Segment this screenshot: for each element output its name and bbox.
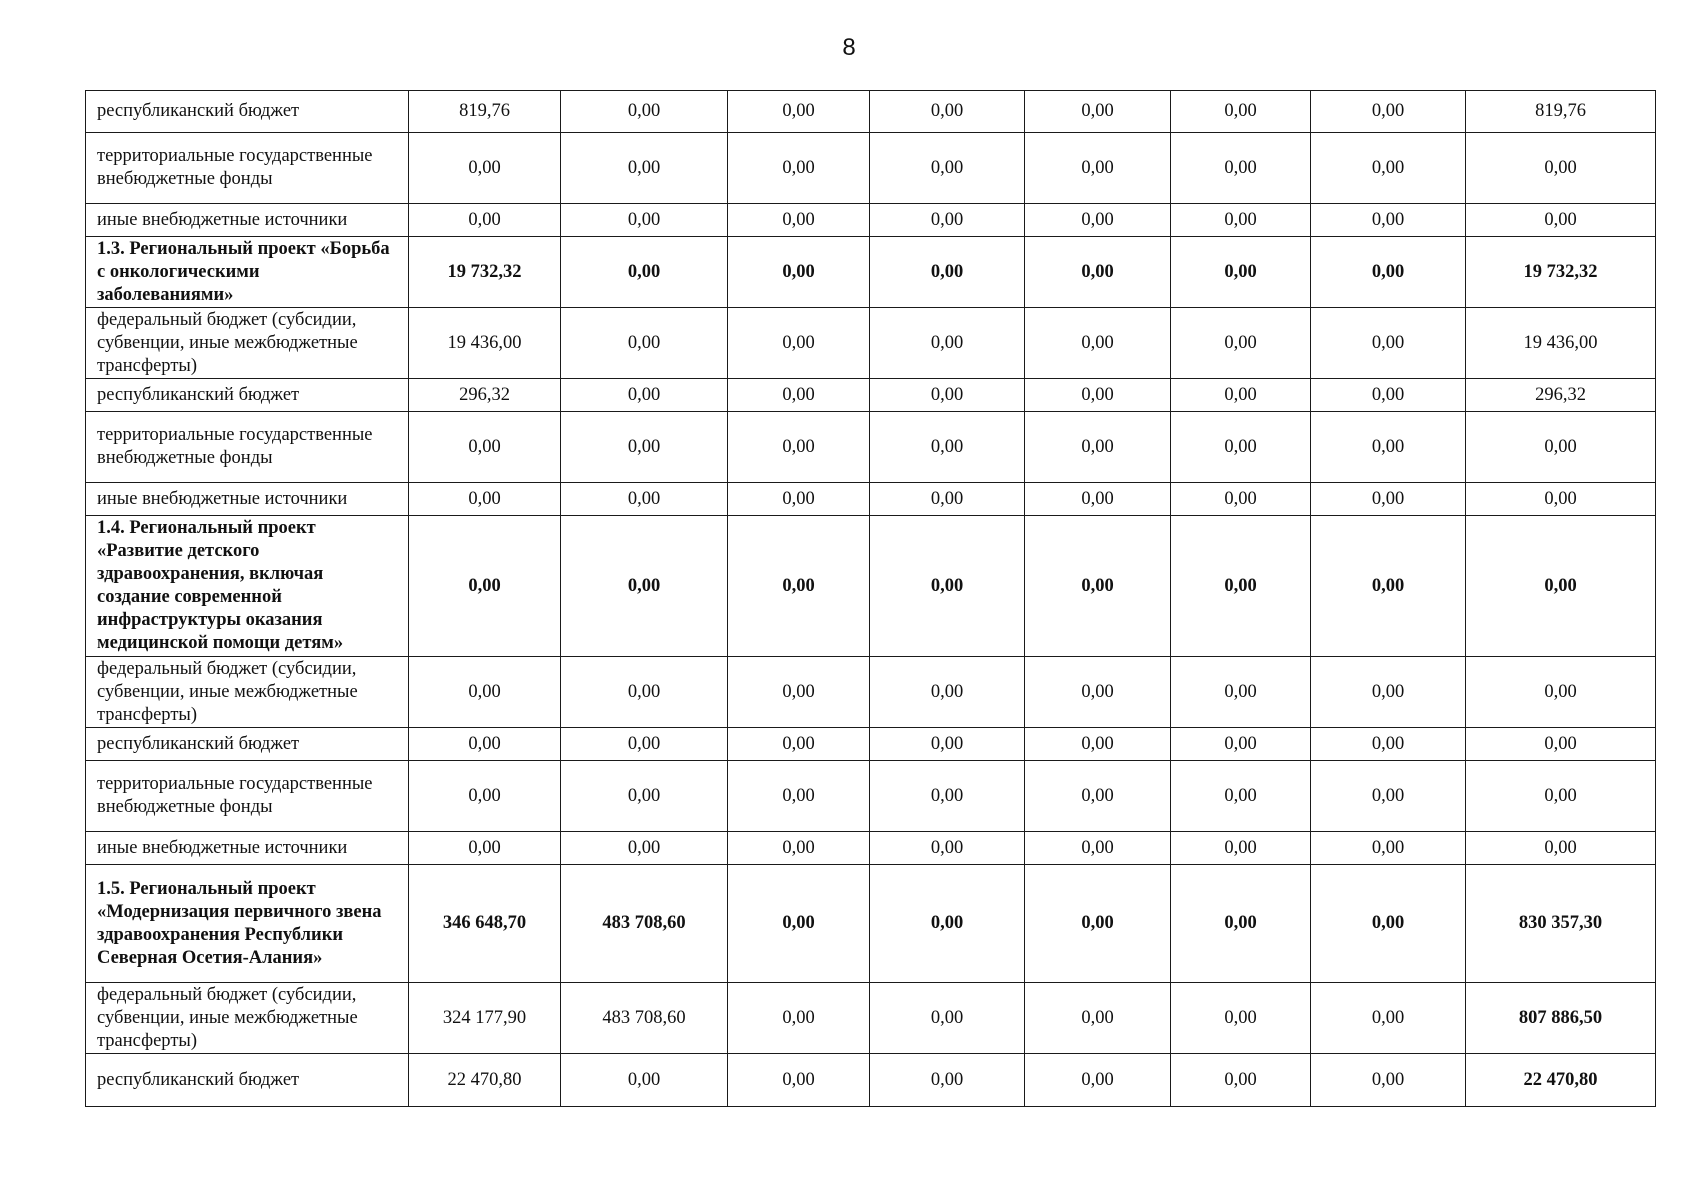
table-cell: 0,00 — [1171, 237, 1311, 308]
table-cell: 0,00 — [1311, 483, 1466, 516]
table-cell: 0,00 — [409, 728, 561, 761]
table-row — [86, 379, 1656, 412]
table-cell: 0,00 — [1025, 832, 1171, 865]
table-cell-total: 19 732,32 — [1466, 237, 1656, 308]
table-cell: 0,00 — [409, 516, 561, 657]
table-cell: 0,00 — [1311, 237, 1466, 308]
table-cell: 0,00 — [1025, 983, 1171, 1054]
table-cell-total: 0,00 — [1466, 761, 1656, 832]
table-cell: 0,00 — [728, 657, 870, 728]
table-cell: 0,00 — [1025, 483, 1171, 516]
table-cell: 0,00 — [561, 761, 728, 832]
table-cell: 0,00 — [1311, 204, 1466, 237]
table-row-section-header — [86, 237, 1656, 308]
table-row-section-header — [86, 516, 1656, 657]
table-row — [86, 832, 1656, 865]
table-cell: 0,00 — [870, 204, 1025, 237]
table-cell-total: 0,00 — [1466, 657, 1656, 728]
table-cell: 0,00 — [1311, 308, 1466, 379]
table-cell: 0,00 — [870, 379, 1025, 412]
table-cell: 19 436,00 — [409, 308, 561, 379]
table-cell: 0,00 — [1311, 91, 1466, 133]
table-cell: 0,00 — [1171, 379, 1311, 412]
table-cell: 346 648,70 — [409, 865, 561, 983]
table-cell: 0,00 — [870, 657, 1025, 728]
table-cell: 0,00 — [1171, 133, 1311, 204]
table-cell: 0,00 — [728, 133, 870, 204]
table-cell-total: 0,00 — [1466, 133, 1656, 204]
table-cell: 0,00 — [728, 728, 870, 761]
table-cell-total: 0,00 — [1466, 483, 1656, 516]
table-cell: 0,00 — [561, 308, 728, 379]
table-cell: 0,00 — [409, 657, 561, 728]
row-label: республиканский бюджет — [86, 91, 409, 133]
table-cell: 0,00 — [1171, 308, 1311, 379]
table-cell: 0,00 — [561, 728, 728, 761]
table-cell: 0,00 — [728, 983, 870, 1054]
table-cell: 0,00 — [1311, 133, 1466, 204]
table-cell: 0,00 — [1025, 204, 1171, 237]
table-cell: 0,00 — [870, 308, 1025, 379]
table-cell: 0,00 — [1025, 308, 1171, 379]
table-cell: 0,00 — [561, 412, 728, 483]
table-cell: 0,00 — [561, 133, 728, 204]
table-cell: 0,00 — [1025, 237, 1171, 308]
table-cell: 0,00 — [1311, 657, 1466, 728]
table-cell: 0,00 — [1171, 204, 1311, 237]
table-cell: 0,00 — [561, 379, 728, 412]
row-label-section: 1.4. Региональный проект «Развитие детского здравоохранения, включая создание современной инфраструктуры оказания медицинской помощи детям» — [86, 516, 409, 657]
row-label: республиканский бюджет — [86, 1054, 409, 1107]
table-cell-total: 0,00 — [1466, 832, 1656, 865]
table-row — [86, 133, 1656, 204]
table-cell: 0,00 — [409, 133, 561, 204]
table-row — [86, 983, 1656, 1054]
table-row — [86, 728, 1656, 761]
table-row — [86, 204, 1656, 237]
table-cell: 0,00 — [1171, 412, 1311, 483]
table-cell-total: 22 470,80 — [1466, 1054, 1656, 1107]
row-label: республиканский бюджет — [86, 728, 409, 761]
table-cell: 0,00 — [1311, 728, 1466, 761]
table-cell: 0,00 — [728, 761, 870, 832]
table-cell: 0,00 — [1025, 91, 1171, 133]
table-cell: 0,00 — [1171, 483, 1311, 516]
table-cell: 0,00 — [728, 865, 870, 983]
table-cell: 0,00 — [561, 91, 728, 133]
table-cell: 483 708,60 — [561, 865, 728, 983]
table-cell: 0,00 — [870, 237, 1025, 308]
table-cell: 0,00 — [1171, 657, 1311, 728]
table-cell: 0,00 — [728, 237, 870, 308]
table-row — [86, 412, 1656, 483]
table-cell: 0,00 — [1311, 516, 1466, 657]
table-cell: 0,00 — [1311, 983, 1466, 1054]
table-cell: 0,00 — [1171, 728, 1311, 761]
table-cell: 0,00 — [728, 412, 870, 483]
budget-table-body — [86, 91, 1656, 1107]
table-cell: 0,00 — [870, 865, 1025, 983]
table-cell: 0,00 — [728, 379, 870, 412]
table-cell: 0,00 — [870, 832, 1025, 865]
table-cell: 0,00 — [1311, 379, 1466, 412]
table-cell: 22 470,80 — [409, 1054, 561, 1107]
table-row — [86, 761, 1656, 832]
table-row-section-header — [86, 865, 1656, 983]
table-cell: 0,00 — [1171, 516, 1311, 657]
table-row — [86, 308, 1656, 379]
row-label: федеральный бюджет (субсидии, субвенции, иные межбюджетные трансферты) — [86, 657, 409, 728]
table-cell-total: 0,00 — [1466, 204, 1656, 237]
page-number: 8 — [842, 34, 856, 61]
table-cell: 0,00 — [561, 516, 728, 657]
table-cell: 0,00 — [1311, 412, 1466, 483]
table-cell: 0,00 — [1025, 761, 1171, 832]
table-cell-total: 830 357,30 — [1466, 865, 1656, 983]
table-cell: 0,00 — [561, 237, 728, 308]
table-cell: 0,00 — [870, 483, 1025, 516]
row-label: республиканский бюджет — [86, 379, 409, 412]
table-cell: 0,00 — [728, 832, 870, 865]
table-cell: 0,00 — [728, 91, 870, 133]
table-cell: 0,00 — [870, 728, 1025, 761]
table-cell: 0,00 — [870, 133, 1025, 204]
row-label: территориальные государственные внебюджетные фонды — [86, 412, 409, 483]
table-cell-total: 0,00 — [1466, 728, 1656, 761]
table-cell: 0,00 — [1311, 832, 1466, 865]
table-cell: 0,00 — [870, 412, 1025, 483]
table-cell: 0,00 — [1025, 657, 1171, 728]
table-cell-total: 807 886,50 — [1466, 983, 1656, 1054]
table-cell: 0,00 — [409, 761, 561, 832]
row-label-section: 1.5. Региональный проект «Модернизация первичного звена здравоохранения Республики Северная Осетия-Алания» — [86, 865, 409, 983]
table-cell: 0,00 — [409, 483, 561, 516]
table-cell: 0,00 — [1025, 516, 1171, 657]
table-cell-total: 819,76 — [1466, 91, 1656, 133]
row-label: иные внебюджетные источники — [86, 832, 409, 865]
table-cell: 19 732,32 — [409, 237, 561, 308]
table-cell: 0,00 — [1171, 1054, 1311, 1107]
table-cell: 324 177,90 — [409, 983, 561, 1054]
table-cell: 0,00 — [561, 204, 728, 237]
table-cell-total: 19 436,00 — [1466, 308, 1656, 379]
table-cell: 0,00 — [561, 657, 728, 728]
table-row — [86, 91, 1656, 133]
table-cell: 0,00 — [1171, 91, 1311, 133]
table-cell: 0,00 — [561, 1054, 728, 1107]
table-cell: 0,00 — [409, 412, 561, 483]
table-cell: 0,00 — [1025, 728, 1171, 761]
table-cell: 0,00 — [728, 1054, 870, 1107]
table-cell: 0,00 — [561, 832, 728, 865]
row-label: иные внебюджетные источники — [86, 204, 409, 237]
row-label: федеральный бюджет (субсидии, субвенции, иные межбюджетные трансферты) — [86, 308, 409, 379]
table-cell: 0,00 — [870, 91, 1025, 133]
table-row — [86, 657, 1656, 728]
table-cell: 819,76 — [409, 91, 561, 133]
table-cell: 0,00 — [1025, 133, 1171, 204]
table-cell: 296,32 — [409, 379, 561, 412]
table-cell: 0,00 — [409, 204, 561, 237]
row-label: территориальные государственные внебюджетные фонды — [86, 133, 409, 204]
table-cell: 0,00 — [1171, 761, 1311, 832]
table-cell: 0,00 — [1171, 865, 1311, 983]
table-row — [86, 483, 1656, 516]
table-cell-total: 296,32 — [1466, 379, 1656, 412]
table-cell: 0,00 — [1025, 379, 1171, 412]
table-cell: 0,00 — [1311, 761, 1466, 832]
row-label: иные внебюджетные источники — [86, 483, 409, 516]
table-cell: 0,00 — [728, 483, 870, 516]
table-cell-total: 0,00 — [1466, 516, 1656, 657]
table-cell: 0,00 — [870, 983, 1025, 1054]
table-cell: 0,00 — [1171, 983, 1311, 1054]
table-cell: 0,00 — [728, 204, 870, 237]
table-cell: 0,00 — [1171, 832, 1311, 865]
table-cell: 0,00 — [561, 483, 728, 516]
row-label-section: 1.3. Региональный проект «Борьба с онкологическими заболеваниями» — [86, 237, 409, 308]
row-label: территориальные государственные внебюджетные фонды — [86, 761, 409, 832]
table-cell-total: 0,00 — [1466, 412, 1656, 483]
budget-table — [85, 90, 1656, 1107]
table-cell: 0,00 — [409, 832, 561, 865]
table-cell: 0,00 — [870, 516, 1025, 657]
table-cell: 0,00 — [870, 761, 1025, 832]
table-cell: 0,00 — [728, 308, 870, 379]
table-cell: 0,00 — [1311, 1054, 1466, 1107]
table-cell: 0,00 — [1311, 865, 1466, 983]
table-cell: 0,00 — [1025, 412, 1171, 483]
table-cell: 0,00 — [870, 1054, 1025, 1107]
table-cell: 0,00 — [1025, 1054, 1171, 1107]
table-cell: 483 708,60 — [561, 983, 728, 1054]
table-row — [86, 1054, 1656, 1107]
row-label: федеральный бюджет (субсидии, субвенции, иные межбюджетные трансферты) — [86, 983, 409, 1054]
table-cell: 0,00 — [1025, 865, 1171, 983]
table-cell: 0,00 — [728, 516, 870, 657]
